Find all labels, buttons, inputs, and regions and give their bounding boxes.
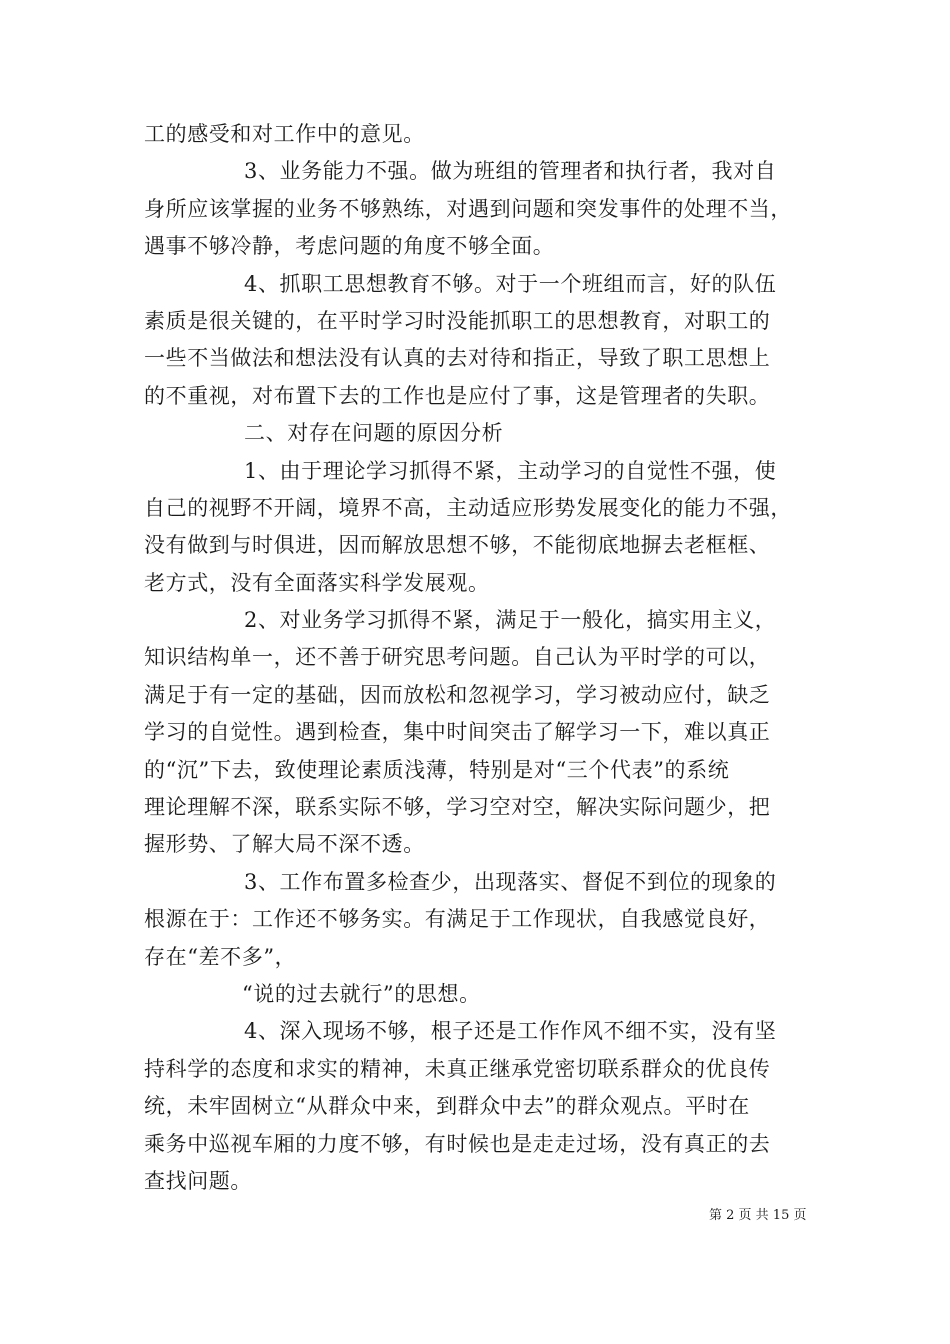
text-line: 存在“差不多”， <box>144 944 297 969</box>
text-line: 根源在于：工作还不够务实。有满足于工作现状，自我感觉良好， <box>144 907 771 932</box>
text-line: 4、深入现场不够，根子还是工作作风不细不实，没有坚 <box>244 1019 777 1044</box>
text-line: 查找问题。 <box>144 1168 252 1193</box>
text-line: 持科学的态度和求实的精神，未真正继承党密切联系群众的优良传 <box>144 1056 771 1081</box>
text-line: 满足于有一定的基础，因而放松和忽视学习，学习被动应付，缺乏 <box>144 682 771 707</box>
text-line: 身所应该掌握的业务不够熟练，对遇到问题和突发事件的处理不当， <box>144 196 792 221</box>
text-line: 老方式，没有全面落实科学发展观。 <box>144 570 490 595</box>
text-line: “说的过去就行”的思想。 <box>242 981 481 1006</box>
text-line: 没有做到与时俱进，因而解放思想不够，不能彻底地摒去老框框、 <box>144 533 771 558</box>
text-line: 自己的视野不开阔，境界不高，主动适应形势发展变化的能力不强， <box>144 495 792 520</box>
text-line: 遇事不够冷静，考虑问题的角度不够全面。 <box>144 234 555 259</box>
text-line: 学习的自觉性。遇到检查，集中时间突击了解学习一下，难以真正 <box>144 720 771 745</box>
text-line: 一些不当做法和想法没有认真的去对待和指正，导致了职工思想上 <box>144 346 771 371</box>
text-line: 3、工作布置多检查少，出现落实、督促不到位的现象的 <box>244 869 777 894</box>
text-line: 1、由于理论学习抓得不紧，主动学习的自觉性不强，使 <box>244 458 777 483</box>
text-line: 工的感受和对工作中的意见。 <box>144 122 425 146</box>
page-number-footer: 第 2 页 共 15 页 <box>709 1208 807 1223</box>
text-line: 的不重视，对布置下去的工作也是应付了事，这是管理者的失职。 <box>144 383 771 408</box>
text-line: 3、业务能力不强。做为班组的管理者和执行者，我对自 <box>244 159 777 184</box>
text-line: 握形势、了解大局不深不透。 <box>144 832 425 857</box>
text-line: 2、对业务学习抓得不紧，满足于一般化，搞实用主义， <box>244 608 777 633</box>
text-line: 4、抓职工思想教育不够。对于一个班组而言，好的队伍 <box>244 271 777 296</box>
document-body <box>144 116 824 1200</box>
text-line: 素质是很关键的，在平时学习时没能抓职工的思想教育，对职工的 <box>144 308 771 333</box>
section-heading: 二、对存在问题的原因分析 <box>244 421 504 446</box>
text-line: 乘务中巡视车厢的力度不够，有时候也是走走过场，没有真正的去 <box>144 1131 771 1156</box>
text-line: 理论理解不深，联系实际不够，学习空对空，解决实际问题少，把 <box>144 795 771 820</box>
text-line: 知识结构单一，还不善于研究思考问题。自己认为平时学的可以， <box>144 645 771 670</box>
text-line: 统，未牢固树立“从群众中来，到群众中去”的群众观点。平时在 <box>144 1094 750 1119</box>
text-line: 的“沉”下去，致使理论素质浅薄，特别是对“三个代表”的系统 <box>144 757 730 782</box>
